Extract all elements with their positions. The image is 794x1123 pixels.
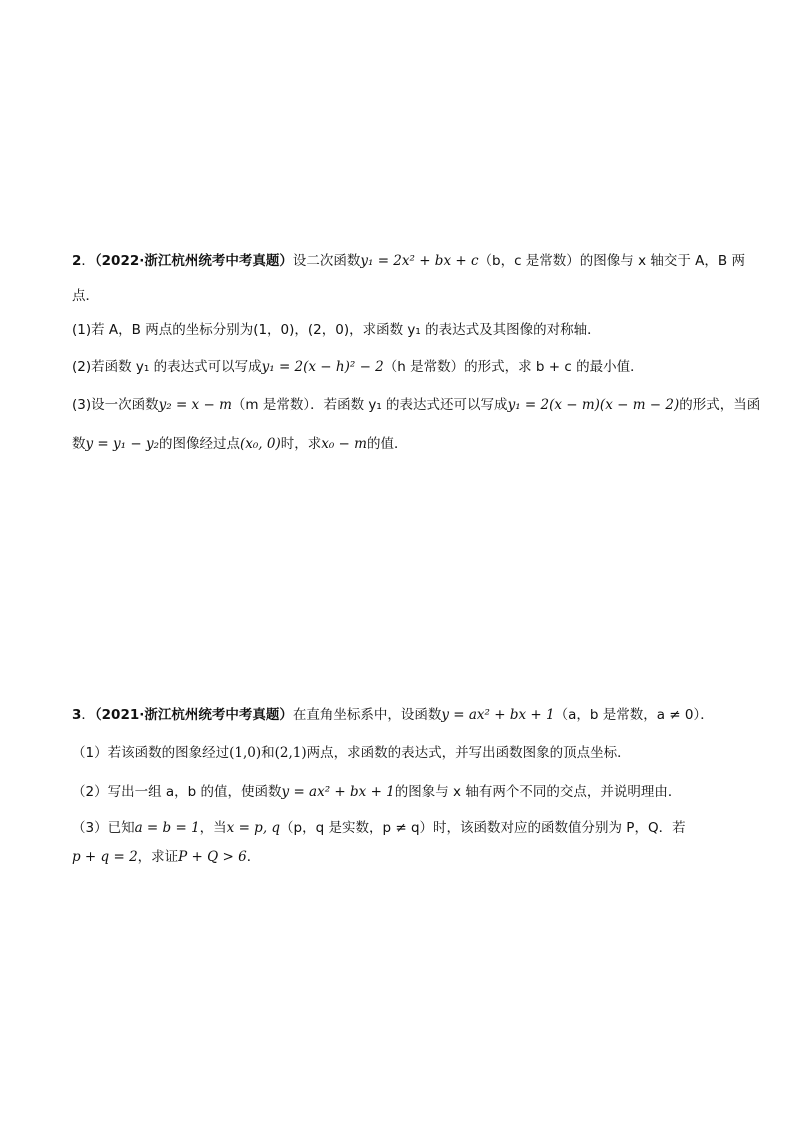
problem-2-stem-cont: 点． <box>72 288 99 304</box>
formula: y = y₁ − y₂ <box>85 436 159 452</box>
formula: y = ax² + bx + 1 <box>281 784 395 800</box>
problem-3-part-3-cont: p + q = 2，求证P + Q > 6． <box>72 849 261 865</box>
problem-2-part-3: (3)设一次函数y₂ = x − m（m 是常数）．若函数 y₁ 的表达式还可以写成y₁ = 2(x − m)(x − m − 2)的形式，当函 <box>72 397 761 413</box>
problem-number: 3 <box>72 707 82 723</box>
formula: (x₀, 0) <box>240 436 281 452</box>
problem-3-part-2: （2）写出一组 a，b 的值，使函数y = ax² + bx + 1的图象与 x 轴有两个不同的交点，并说明理由． <box>72 784 682 800</box>
problem-2-part-3-cont: 数y = y₁ − y₂的图像经过点(x₀, 0)时，求x₀ − m的值． <box>72 436 408 452</box>
formula: x = p, q <box>226 820 281 836</box>
problem-number: 2 <box>72 253 82 269</box>
formula: y₁ = 2(x − h)² − 2 <box>261 359 384 375</box>
point: (1,0) <box>229 745 262 761</box>
formula: a = b = 1 <box>134 820 200 836</box>
problem-2-stem: 2．（2022·浙江杭州统考中考真题）设二次函数y₁ = 2x² + bx + c（b，c 是常数）的图像与 x 轴交于 A，B 两 <box>72 253 745 269</box>
problem-2-part-1: (1)若 A，B 两点的坐标分别为(1，0)，(2，0)，求函数 y₁ 的表达式及其图像的对称轴． <box>72 322 601 338</box>
formula: y₁ = 2(x − m)(x − m − 2) <box>507 397 680 413</box>
formula: y₂ = x − m <box>158 397 232 413</box>
formula: P + Q > 6 <box>178 849 247 865</box>
problem-source: （2021·浙江杭州统考中考真题） <box>94 707 293 723</box>
point: (2,1) <box>274 745 307 761</box>
formula: p + q = 2 <box>72 849 138 865</box>
problem-2-part-2: (2)若函数 y₁ 的表达式可以写成y₁ = 2(x − h)² − 2（h 是常数）的形式，求 b + c 的最小值． <box>72 359 644 375</box>
problem-3-part-1: （1）若该函数的图象经过(1,0)和(2,1)两点，求函数的表达式，并写出函数图象的顶点坐标． <box>72 745 631 761</box>
formula: y₁ = 2x² + bx + c <box>360 253 479 269</box>
problem-3-stem: 3．（2021·浙江杭州统考中考真题）在直角坐标系中，设函数y = ax² + bx + 1（a，b 是常数，a ≠ 0）． <box>72 707 714 723</box>
problem-3-part-3: （3）已知a = b = 1，当x = p, q（p，q 是实数，p ≠ q）时，该函数对应的函数值分别为 P，Q．若 <box>72 820 686 836</box>
problem-source: （2022·浙江杭州统考中考真题） <box>94 253 293 269</box>
formula: x₀ − m <box>321 436 367 452</box>
formula: y = ax² + bx + 1 <box>441 707 555 723</box>
